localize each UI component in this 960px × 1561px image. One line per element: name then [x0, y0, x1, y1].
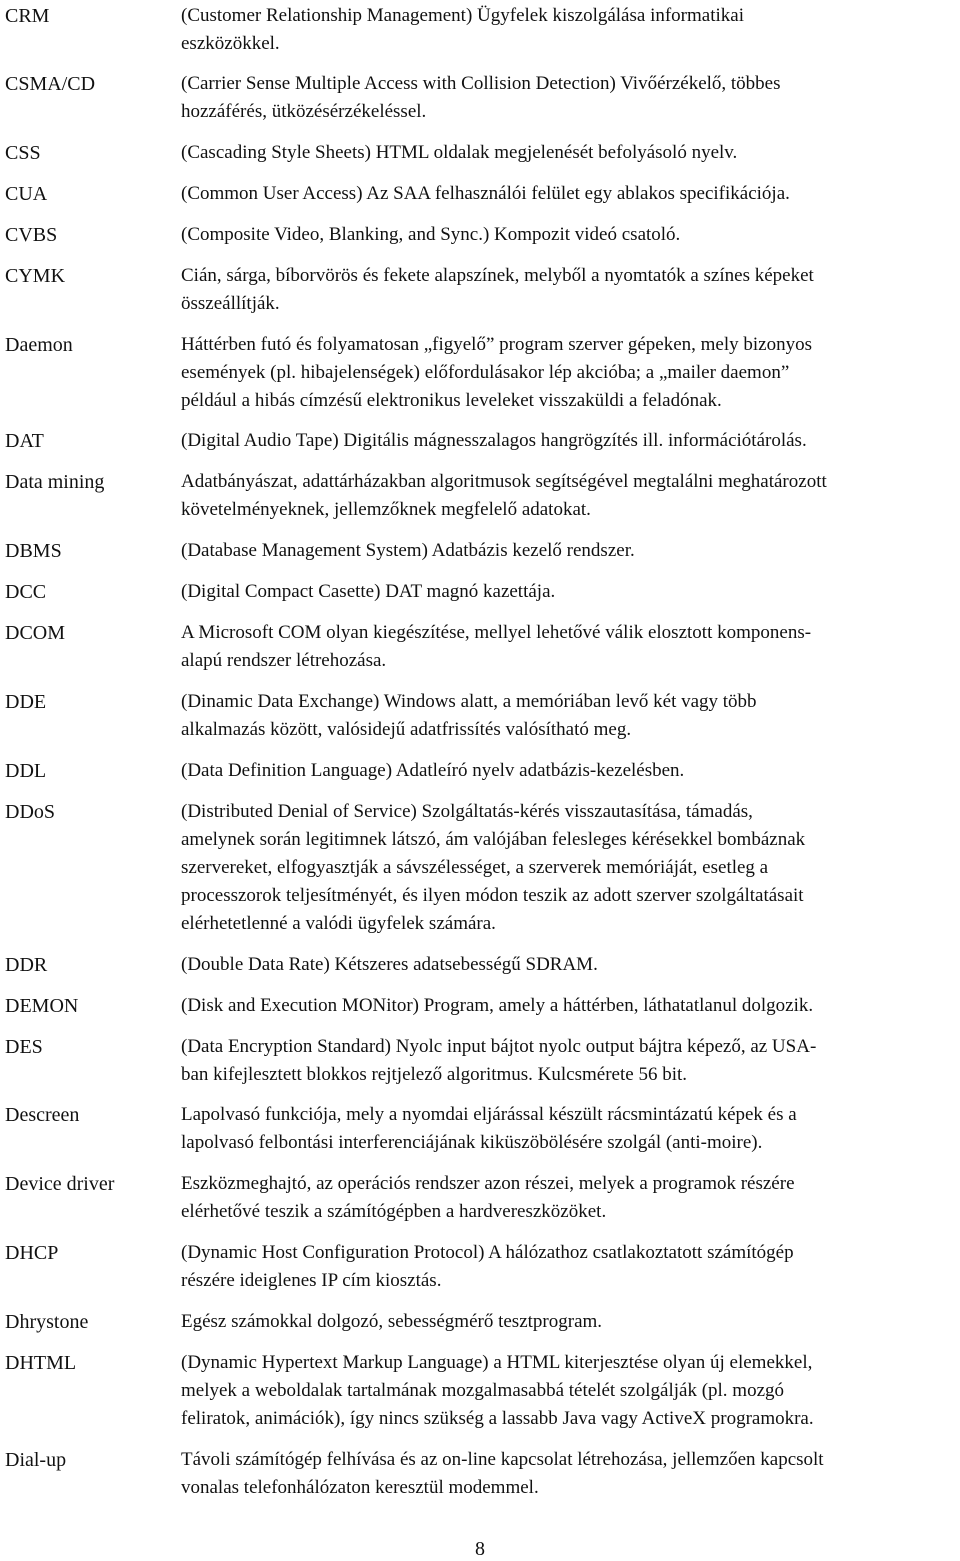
glossary-term: CYMK	[5, 265, 66, 287]
glossary-definition: Adatbányászat, adattárházakban algoritmusok segítségével megtalálni meghatározott követelményeknek, jellemzőknek megfelelő adatokat.	[181, 471, 827, 520]
glossary-definition: (Dynamic Hypertext Markup Language) a HTML kiterjesztése olyan új elemekkel, melyek a weboldalak tartalmának mozgalmasabbá tételét szolgálják (pl. mozgó feliratok, animációk), így nincs szükség a lassabb Java vagy ActiveX programokra.	[181, 1352, 814, 1429]
glossary-term: DHCP	[5, 1242, 59, 1264]
glossary-term: DDL	[5, 760, 47, 782]
glossary-term: DDE	[5, 691, 47, 713]
glossary-definition: (Data Encryption Standard) Nyolc input bájtot nyolc output bájtra képező, az USA- ban kifejlesztett blokkos rejtjelező algoritmus. Kulcsmérete 56 bit.	[181, 1036, 817, 1085]
glossary-definition: (Dynamic Host Configuration Protocol) A hálózathoz csatlakoztatott számítógép részére ideiglenes IP cím kiosztás.	[181, 1242, 794, 1291]
glossary-term: DDoS	[5, 801, 56, 823]
glossary-term: Daemon	[5, 334, 73, 356]
glossary-definition: Háttérben futó és folyamatosan „figyelő” program szerver gépeken, mely bizonyos események (pl. hibajelenségek) előfordulásakor lép akcióba; a „mailer daemon” például a hibás címzésű elektronikus leveleket visszaküldi a feladónak.	[181, 334, 812, 411]
glossary-term: DES	[5, 1036, 43, 1058]
glossary-definition: Lapolvasó funkciója, mely a nyomdai eljárással készült rácsmintázatú képek és a lapolvasó felbontási interferenciájának kiküszöbölésére szolgál (anti-moire).	[181, 1104, 797, 1153]
glossary-term: CSS	[5, 142, 41, 164]
glossary-term: Dial-up	[5, 1449, 67, 1471]
glossary-term: Data mining	[5, 471, 105, 493]
glossary-term: DHTML	[5, 1352, 77, 1374]
glossary-definition: (Data Definition Language) Adatleíró nyelv adatbázis-kezelésben.	[181, 760, 685, 781]
glossary-definition: Egész számokkal dolgozó, sebességmérő tesztprogram.	[181, 1311, 603, 1332]
glossary-term: Dhrystone	[5, 1311, 89, 1333]
glossary-term: CSMA/CD	[5, 73, 96, 95]
glossary-definition: (Dinamic Data Exchange) Windows alatt, a memóriában levő két vagy több alkalmazás között, valósidejű adatfrissítés valósítható meg.	[181, 691, 757, 740]
glossary-term: DAT	[5, 430, 44, 452]
glossary-definition: (Common User Access) Az SAA felhasználói felület egy ablakos specifikációja.	[181, 183, 790, 204]
glossary-definition: Cián, sárga, bíborvörös és fekete alapszínek, melyből a nyomtatók a színes képeket összeállítják.	[181, 265, 814, 314]
glossary-term: Descreen	[5, 1104, 80, 1126]
glossary-term: CRM	[5, 5, 50, 27]
glossary-definition: (Distributed Denial of Service) Szolgáltatás-kérés visszautasítása, támadás, amelynek során legitimnek látszó, ám valójában felesleges kérésekkel bombáznak szervereket, elfogyasztják a sávszélességet, a szerverek memóriáját, esetleg a processzorok teljesítményét, és ilyen módon teszik az adott szerver szolgáltatásait elérhetetlenné a valódi ügyfelek számára.	[181, 801, 806, 934]
glossary-term: DCC	[5, 581, 47, 603]
glossary-term: DBMS	[5, 540, 62, 562]
glossary-definition: (Customer Relationship Management) Ügyfelek kiszolgálása informatikai eszközökkel.	[181, 5, 744, 54]
glossary-definition: (Database Management System) Adatbázis kezelő rendszer.	[181, 540, 635, 561]
glossary-term: CUA	[5, 183, 48, 205]
glossary-definition: (Cascading Style Sheets) HTML oldalak megjelenését befolyásoló nyelv.	[181, 142, 738, 163]
glossary-definition: (Digital Audio Tape) Digitális mágnesszalagos hangrögzítés ill. információtárolás.	[181, 430, 807, 451]
glossary-term: DEMON	[5, 995, 79, 1017]
glossary-definition: (Disk and Execution MONitor) Program, amely a háttérben, láthatatlanul dolgozik.	[181, 995, 814, 1016]
glossary-term: CVBS	[5, 224, 58, 246]
glossary-term: DDR	[5, 954, 48, 976]
glossary-definition: A Microsoft COM olyan kiegészítése, mellyel lehetővé válik elosztott komponens- alapú rendszer létrehozása.	[181, 622, 812, 671]
glossary-definition: (Digital Compact Casette) DAT magnó kazettája.	[181, 581, 556, 602]
glossary-definition: (Composite Video, Blanking, and Sync.) Kompozit videó csatoló.	[181, 224, 681, 245]
glossary-definition: (Carrier Sense Multiple Access with Collision Detection) Vivőérzékelő, többes hozzáférés, ütközésérzékeléssel.	[181, 73, 781, 122]
glossary-definition: (Double Data Rate) Kétszeres adatsebességű SDRAM.	[181, 954, 598, 975]
page-number: 8	[475, 1538, 485, 1560]
glossary-term: DCOM	[5, 622, 66, 644]
glossary-term: Device driver	[5, 1173, 115, 1195]
glossary-definition: Távoli számítógép felhívása és az on-line kapcsolat létrehozása, jellemzően kapcsolt vonalas telefonhálózaton keresztül modemmel.	[181, 1449, 824, 1498]
glossary-definition: Eszközmeghajtó, az operációs rendszer azon részei, melyek a programok részére elérhetővé teszik a számítógépben a hardvereszközöket.	[181, 1173, 795, 1222]
